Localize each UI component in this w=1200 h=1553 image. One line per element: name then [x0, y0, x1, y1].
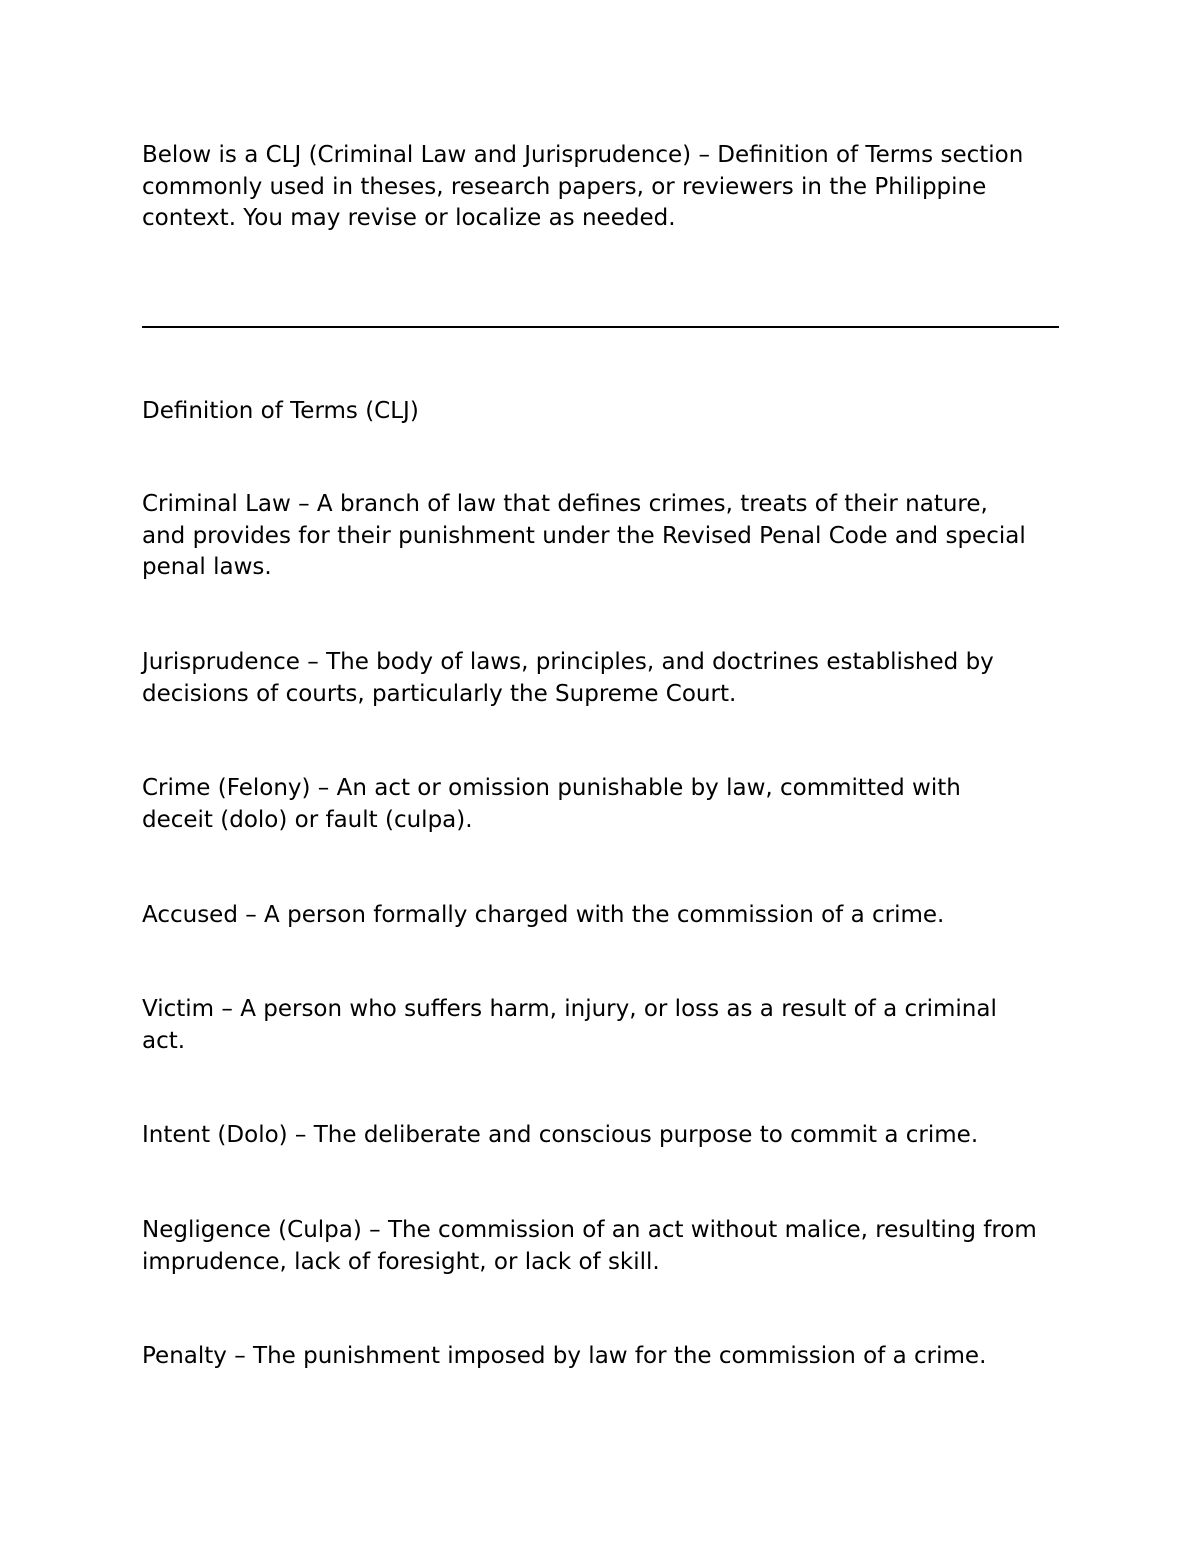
intro-line: Below is a CLJ (Criminal Law and Jurisprudence) – Definition of Terms section — [142, 142, 1024, 168]
intro-line: commonly used in theses, research papers, or reviewers in the Philippine — [142, 173, 987, 200]
term-line: Negligence (Culpa) – The commission of an act without malice, resulting from — [142, 1217, 1037, 1243]
term-line: penal laws. — [142, 554, 272, 580]
horizontal-divider — [142, 326, 1059, 328]
term-line: decisions of courts, particularly the Supreme Court. — [142, 680, 737, 707]
term-penalty — [142, 1341, 1072, 1373]
term-crime-felony — [142, 773, 1072, 836]
term-line: and provides for their punishment under the Revised Penal Code and special — [142, 522, 1026, 549]
term-line: Crime (Felony) – An act or omission punishable by law, committed with — [142, 775, 961, 801]
intro-line: context. You may revise or localize as needed. — [142, 205, 676, 231]
intro-paragraph — [142, 140, 1072, 235]
term-accused — [142, 900, 1072, 932]
term-line: Intent (Dolo) – The deliberate and conscious purpose to commit a crime. — [142, 1122, 979, 1148]
term-line: act. — [142, 1027, 186, 1054]
term-line: Victim – A person who suffers harm, injury, or loss as a result of a criminal — [142, 996, 997, 1022]
term-line: Penalty – The punishment imposed by law for the commission of a crime. — [142, 1343, 987, 1369]
term-victim — [142, 994, 1072, 1057]
term-negligence-culpa — [142, 1215, 1072, 1278]
term-line: Jurisprudence – The body of laws, principles, and doctrines established by — [142, 649, 994, 675]
term-line: Criminal Law – A branch of law that defines crimes, treats of their nature, — [142, 491, 988, 517]
term-criminal-law — [142, 489, 1072, 584]
term-line: imprudence, lack of foresight, or lack of skill. — [142, 1248, 660, 1275]
term-intent-dolo — [142, 1120, 1072, 1152]
term-jurisprudence — [142, 647, 1072, 710]
term-line: Accused – A person formally charged with the commission of a crime. — [142, 902, 945, 928]
section-title: Definition of Terms (CLJ) — [142, 398, 419, 424]
term-line: deceit (dolo) or fault (culpa). — [142, 806, 473, 833]
